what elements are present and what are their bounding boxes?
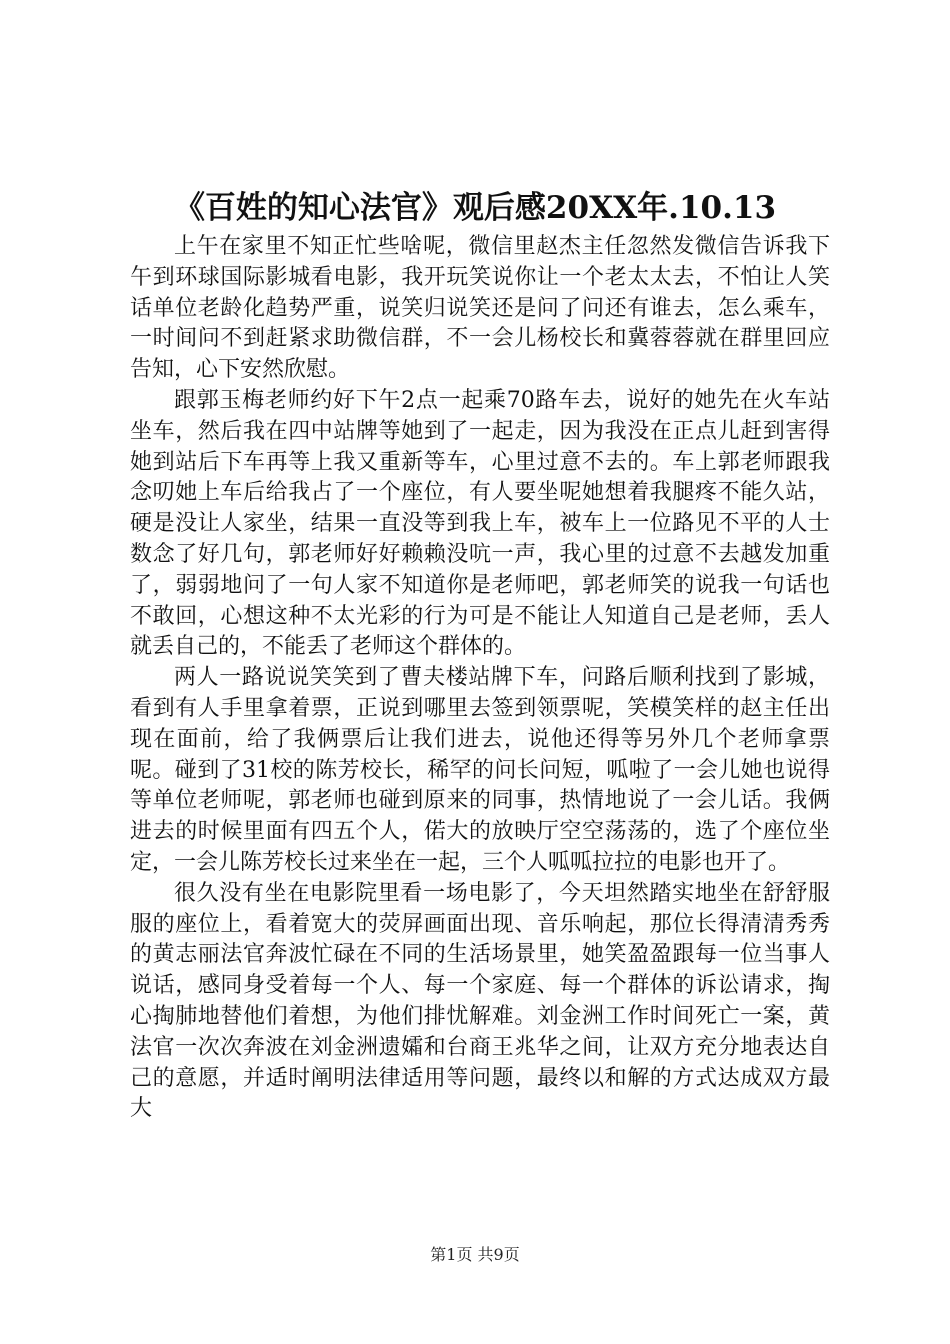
document-body: [130, 232, 830, 1125]
paragraph-4: 很久没有坐在电影院里看一场电影了，今天坦然踏实地坐在舒舒服服的座位上，看着宽大的荧屏画面出现、音乐响起，那位长得清清秀秀的黄志丽法官奔波忙碌在不同的生活场景里，她笑盈盈跟每一位当事人说话，感同身受着每一个人、每一个家庭、每一个群体的诉讼请求，掏心掏肺地替他们着想，为他们排忧解难。刘金洲工作时间死亡一案，黄法官一次次奔波在刘金洲遗孀和台商王兆华之间，让双方充分地表达自己的意愿，并适时阐明法律适用等问题，最终以和解的方式达成双方最大: [130, 880, 830, 1122]
paragraph-3: 两人一路说说笑笑到了曹夫楼站牌下车，问路后顺利找到了影城，看到有人手里拿着票，正说到哪里去签到领票呢，笑模笑样的赵主任出现在面前，给了我俩票后让我们进去，说他还得等另外几个老师拿票呢。碰到了31校的陈芳校长，稀罕的问长问短，呱啦了一会儿她也说得等单位老师呢，郭老师也碰到原来的同事，热情地说了一会儿话。我俩进去的时候里面有四五个人，偌大的放映厅空空荡荡的，选了个座位坐定，一会儿陈芳校长过来坐在一起，三个人呱呱拉拉的电影也开了。: [130, 665, 830, 875]
paragraph-1: 上午在家里不知正忙些啥呢，微信里赵杰主任忽然发微信告诉我下午到环球国际影城看电影，我开玩笑说你让一个老太太去，不怕让人笑话单位老龄化趋势严重，说笑归说笑还是问了问还有谁去，怎么乘车，一时间问不到赶紧求助微信群，不一会儿杨校长和冀蓉蓉就在群里回应告知，心下安然欣慰。: [130, 234, 830, 383]
document-title: 《百姓的知心法官》观后感20XX年.10.13: [173, 190, 777, 226]
page-footer: 第1页 共9页: [430, 1245, 520, 1264]
paragraph-2: 跟郭玉梅老师约好下午2点一起乘70路车去，说好的她先在火车站坐车，然后我在四中站牌等她到了一起走，因为我没在正点儿赶到害得她到站后下车再等上我又重新等车，心里过意不去的。车上郭老师跟我念叨她上车后给我占了一个座位，有人要坐呢她想着我腿疼不能久站，硬是没让人家坐，结果一直没等到我上车，被车上一位路见不平的人士数念了好几句，郭老师好好赖赖没吭一声，我心里的过意不去越发加重了，弱弱地问了一句人家不知道你是老师吧，郭老师笑的说我一句话也不敢回，心想这种不太光彩的行为可是不能让人知道自己是老师，丢人就丢自己的，不能丢了老师这个群体的。: [130, 387, 830, 660]
